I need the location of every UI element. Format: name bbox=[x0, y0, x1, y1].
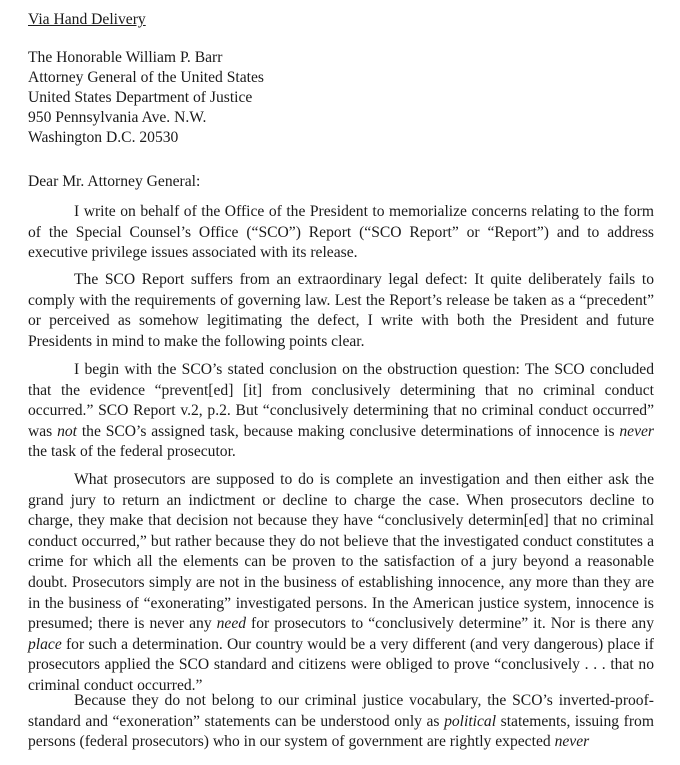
body-paragraph bbox=[28, 360, 654, 463]
paragraph-text: I write on behalf of the Office of the President to memorialize concerns relating to the form of the Special Counsel’s Office (“SCO”) Report (“SCO Report” or “Report”) and to address executive privilege issues associated with its release. bbox=[28, 203, 654, 262]
paragraph-text: I begin with the SCO’s stated conclusion on the obstruction question: The SCO concluded that the evidence “prevent[ed] [it] from conclusively determining that no criminal conduct occurred.” SCO Report v.2, p.2. But “conclusively determining that no criminal conduct occurred” was bbox=[28, 361, 654, 440]
emphasized-text: not bbox=[57, 422, 78, 440]
emphasized-text: never bbox=[619, 422, 654, 440]
paragraph-text: Because they do not belong to our criminal justice vocabulary, the SCO’s inverted-proof-standard and “exoneration” statements can be understood only as bbox=[28, 692, 654, 730]
body-paragraph bbox=[28, 202, 654, 264]
addressee-line: The Honorable William P. Barr bbox=[28, 49, 223, 66]
body-paragraph bbox=[28, 270, 654, 352]
paragraph-text: the task of the federal prosecutor. bbox=[28, 443, 236, 461]
paragraph-text: What prosecutors are supposed to do is complete an investigation and then either ask the grand jury to return an indictment or decline to charge the case. When prosecutors decline to charge, they make that decision not because they have “conclusively determin[ed] that no criminal conduct occurred,” but rather because they do not believe that the investigated conduct constitutes a crime for which all the elements can be proven to the satisfaction of a jury beyond a reasonable doubt. Prosecutors simply are not in the business of establishing innocence, any more than they are in the business of “exonerating” investigated persons. In the American justice system, innocence is presumed; there is never any bbox=[28, 471, 654, 633]
emphasized-text: never bbox=[554, 733, 590, 751]
salutation: Dear Mr. Attorney General: bbox=[28, 173, 201, 190]
body-paragraph bbox=[28, 691, 654, 753]
addressee-line: Washington D.C. 20530 bbox=[28, 129, 179, 146]
emphasized-text: need bbox=[216, 615, 247, 633]
paragraph-text: for such a determination. Our country would be a very different (and very dangerous) place if prosecutors applied the SCO standard and citizens were obliged to prove “conclusively . . . that no criminal conduct occurred.” bbox=[28, 635, 654, 694]
addressee-line: Attorney General of the United States bbox=[28, 69, 265, 86]
paragraph-text: statements, issuing from persons (federal prosecutors) who in our system of government are rightly expected bbox=[28, 712, 654, 751]
delivery-method: Via Hand Delivery bbox=[28, 11, 146, 28]
paragraph-text: The SCO Report suffers from an extraordinary legal defect: It quite deliberately fails to comply with the requirements of governing law. Lest the Report’s release be taken as a “precedent” or perceived as somehow legitimating the defect, I write with both the President and future Presidents in mind to make the following points clear. bbox=[28, 271, 654, 350]
paragraph-text: the SCO’s assigned task, because making conclusive determinations of innocence is bbox=[77, 422, 620, 440]
body-paragraph bbox=[28, 470, 654, 697]
emphasized-text: place bbox=[28, 635, 62, 653]
emphasized-text: political bbox=[444, 712, 497, 730]
addressee-line: United States Department of Justice bbox=[28, 89, 253, 106]
addressee-line: 950 Pennsylvania Ave. N.W. bbox=[28, 109, 207, 126]
paragraph-text: for prosecutors to “conclusively determine” it. Nor is there any bbox=[246, 615, 654, 633]
